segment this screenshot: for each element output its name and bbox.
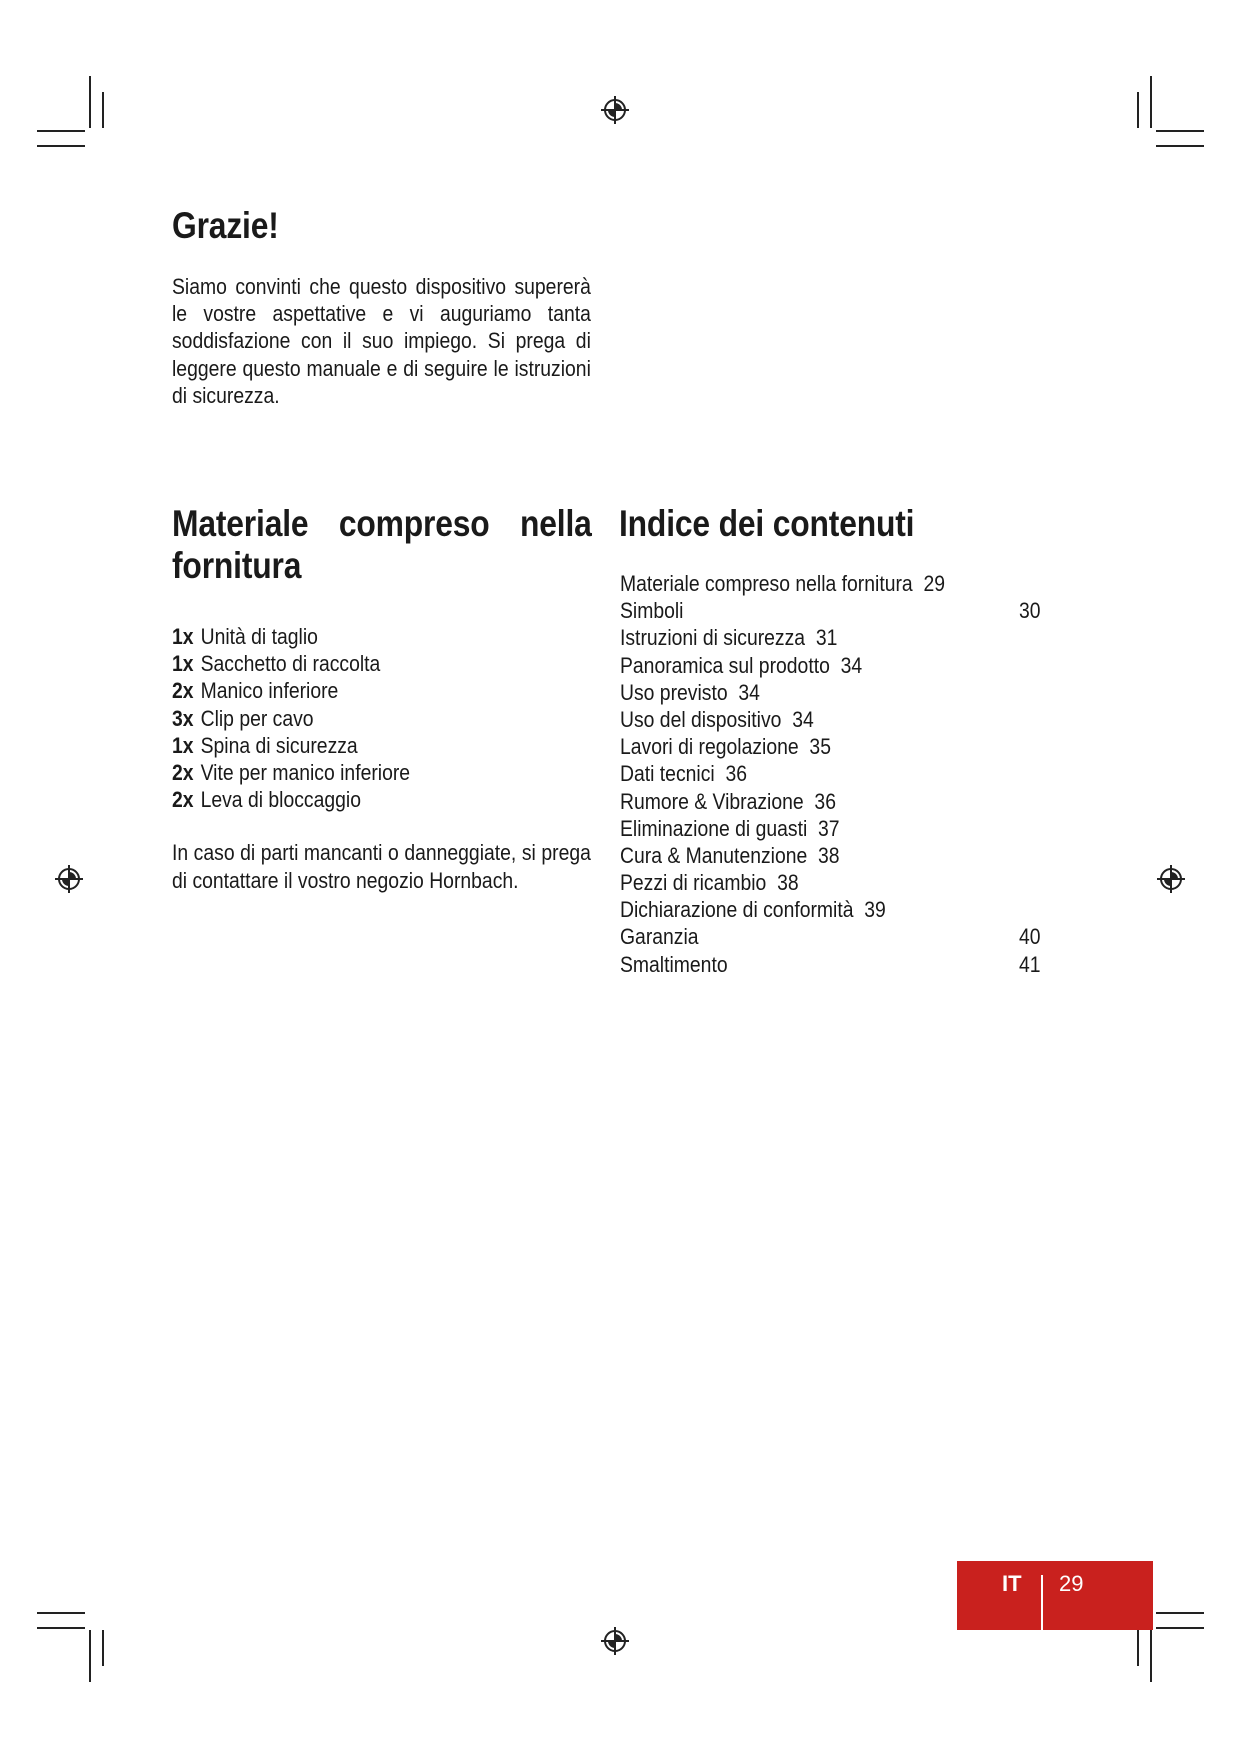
toc-entry: Simboli 30 [620,598,1040,624]
toc-entry: Lavori di regolazione 35 [620,734,831,760]
toc-entry: Pezzi di ricambio 38 [620,870,799,896]
list-item: 1x Sacchetto di raccolta [172,651,381,677]
supply-list [172,623,592,813]
list-item: 2x Vite per manico inferiore [172,760,411,786]
thanks-body: Siamo convinti che questo dispositivo supererà le vostre aspettative e vi auguriamo tanta soddisfazione con il suo impiego. Si prega di leggere questo manuale e di seguire le istruzioni di sicurezza. [172,274,591,408]
supply-title: Materiale compreso nella fornitura [172,503,592,586]
supply-section [172,503,592,894]
toc-entry: Eliminazione di guasti 37 [620,815,840,841]
divider [1041,1575,1043,1630]
toc-entry: Smaltimento 41 [620,951,1040,977]
toc-entry: Dati tecnici 36 [620,761,747,787]
toc-entry: Cura & Manutenzione 38 [620,842,840,868]
registration-target-icon [1156,864,1186,894]
list-item: 1x Spina di sicurezza [172,732,358,758]
list-item: 2x Manico inferiore [172,678,339,704]
registration-target-icon [54,864,84,894]
page-number: 29 [1059,1571,1084,1596]
registration-target-icon [600,1626,630,1656]
thanks-section [172,205,592,409]
toc-entry: Garanzia 40 [620,924,1040,950]
toc-entry: Uso previsto 34 [620,679,760,705]
toc-entry: Dichiarazione di conformità 39 [620,897,886,923]
thanks-title: Grazie! [172,205,279,246]
toc-entry: Rumore & Vibrazione 36 [620,788,836,814]
registration-target-icon [600,95,630,125]
list-item: 2x Leva di bloccaggio [172,787,361,813]
toc-entry: Materiale compreso nella fornitura 29 [620,571,946,596]
toc-entry: Uso del dispositivo 34 [620,706,814,732]
list-item: 3x Clip per cavo [172,705,314,731]
toc-entry: Panoramica sul prodotto 34 [620,652,863,678]
toc-title: Indice dei contenuti [619,503,915,544]
page-number-tab [957,1561,1153,1630]
toc-list [620,570,1040,978]
language-code: IT [1002,1571,1022,1596]
toc-entry: Istruzioni di sicurezza 31 [620,625,838,651]
list-item: 1x Unità di taglio [172,624,318,649]
supply-note: In caso di parti mancanti o danneggiate, si prega di contattare il vostro negozio Hornbach. [172,840,591,893]
